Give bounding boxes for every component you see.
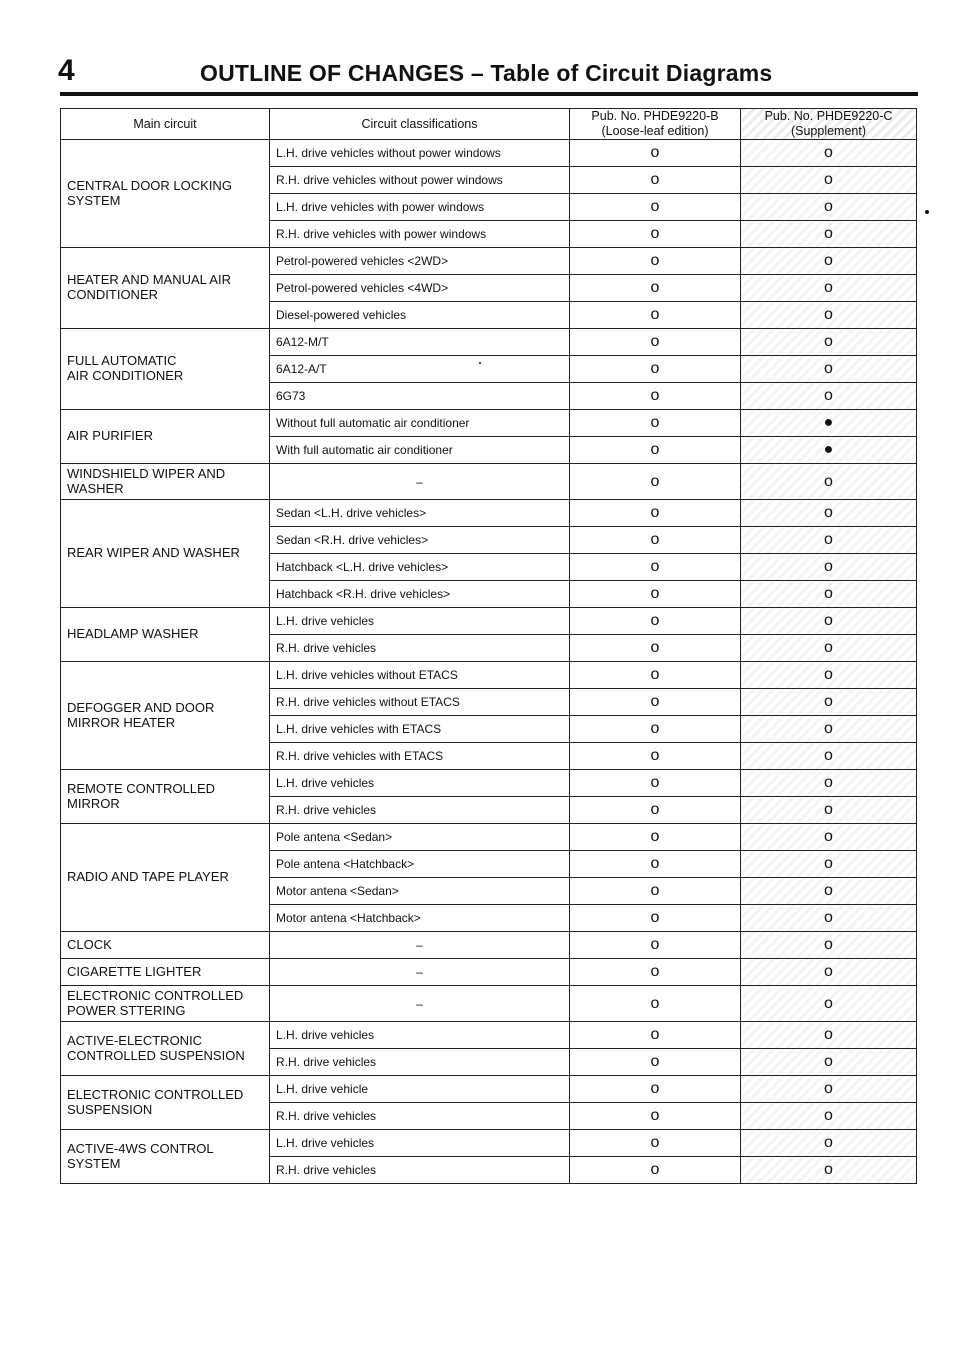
pub-b-mark: o xyxy=(570,248,741,275)
page-title: OUTLINE OF CHANGES – Table of Circuit Diagrams xyxy=(200,60,773,86)
table-row xyxy=(61,662,917,689)
margin-dot xyxy=(925,210,929,214)
pub-c-mark: o xyxy=(741,500,917,527)
table-row xyxy=(61,770,917,797)
pub-b-mark: o xyxy=(570,797,741,824)
table-row xyxy=(61,1022,917,1049)
classification-cell: L.H. drive vehicle xyxy=(270,1076,570,1103)
pub-c-mark: o xyxy=(741,167,917,194)
pub-c-mark: o xyxy=(741,770,917,797)
pub-c-mark: o xyxy=(741,878,917,905)
pub-c-mark: o xyxy=(741,140,917,167)
pub-b-mark: o xyxy=(570,194,741,221)
main-circuit-cell: FULL AUTOMATIC AIR CONDITIONER xyxy=(61,329,270,410)
classification-cell: Pole antena <Sedan> xyxy=(270,824,570,851)
classification-cell: R.H. drive vehicles xyxy=(270,1157,570,1184)
pub-b-mark: o xyxy=(570,932,741,959)
table-row xyxy=(61,410,917,437)
main-circuit-cell: ACTIVE-ELECTRONIC CONTROLLED SUSPENSION xyxy=(61,1022,270,1076)
classification-cell: L.H. drive vehicles xyxy=(270,770,570,797)
classification-cell: – xyxy=(270,464,570,500)
main-circuit-cell: DEFOGGER AND DOOR MIRROR HEATER xyxy=(61,662,270,770)
page-number: 4 xyxy=(58,54,75,87)
pub-c-mark: o xyxy=(741,959,917,986)
classification-cell: R.H. drive vehicles with power windows xyxy=(270,221,570,248)
main-circuit-cell: ELECTRONIC CONTROLLED SUSPENSION xyxy=(61,1076,270,1130)
classification-cell: R.H. drive vehicles without ETACS xyxy=(270,689,570,716)
pub-b-mark: o xyxy=(570,554,741,581)
pub-c-mark: o xyxy=(741,662,917,689)
table-row xyxy=(61,932,917,959)
classification-cell: Sedan <R.H. drive vehicles> xyxy=(270,527,570,554)
classification-cell: Sedan <L.H. drive vehicles> xyxy=(270,500,570,527)
header-rule xyxy=(60,92,918,96)
main-circuit-cell: REMOTE CONTROLLED MIRROR xyxy=(61,770,270,824)
table-row xyxy=(61,500,917,527)
table-row xyxy=(61,1076,917,1103)
pub-c-mark: o xyxy=(741,1130,917,1157)
pub-b-mark: o xyxy=(570,140,741,167)
pub-b-mark: o xyxy=(570,608,741,635)
table-row xyxy=(61,248,917,275)
classification-cell: L.H. drive vehicles xyxy=(270,1022,570,1049)
classification-cell: – xyxy=(270,932,570,959)
classification-cell: Hatchback <R.H. drive vehicles> xyxy=(270,581,570,608)
main-circuit-cell: REAR WIPER AND WASHER xyxy=(61,500,270,608)
pub-c-mark: o xyxy=(741,221,917,248)
pub-b-mark: o xyxy=(570,878,741,905)
pub-b-mark: o xyxy=(570,356,741,383)
pub-c-mark: o xyxy=(741,302,917,329)
pub-c-mark: o xyxy=(741,824,917,851)
main-circuit-cell: HEATER AND MANUAL AIR CONDITIONER xyxy=(61,248,270,329)
pub-c-mark: o xyxy=(741,1076,917,1103)
pub-b-mark: o xyxy=(570,500,741,527)
pub-c-mark: o xyxy=(741,464,917,500)
pub-c-mark: o xyxy=(741,797,917,824)
pub-b-mark: o xyxy=(570,1076,741,1103)
table-row xyxy=(61,1130,917,1157)
pub-b-mark: o xyxy=(570,383,741,410)
pub-c-mark: o xyxy=(741,716,917,743)
pub-c-mark: o xyxy=(741,581,917,608)
classification-cell: R.H. drive vehicles xyxy=(270,1103,570,1130)
classification-cell: Motor antena <Sedan> xyxy=(270,878,570,905)
pub-b-mark: o xyxy=(570,302,741,329)
classification-cell: Without full automatic air conditioner xyxy=(270,410,570,437)
main-circuit-cell: AIR PURIFIER xyxy=(61,410,270,464)
pub-c-mark: o xyxy=(741,905,917,932)
pub-c-mark: o xyxy=(741,1103,917,1130)
pub-c-mark: o xyxy=(741,194,917,221)
classification-cell: 6G73 xyxy=(270,383,570,410)
pub-b-mark: o xyxy=(570,743,741,770)
header-main-circuit: Main circuit xyxy=(61,109,270,140)
main-circuit-cell: ELECTRONIC CONTROLLED POWER STTERING xyxy=(61,986,270,1022)
pub-c-mark: ● xyxy=(741,410,917,437)
circuit-diagram-table xyxy=(60,108,917,1184)
classification-cell: R.H. drive vehicles xyxy=(270,635,570,662)
pub-b-mark: o xyxy=(570,1022,741,1049)
pub-c-mark: o xyxy=(741,743,917,770)
classification-cell: R.H. drive vehicles xyxy=(270,1049,570,1076)
classification-cell: L.H. drive vehicles without ETACS xyxy=(270,662,570,689)
header-pub-b: Pub. No. PHDE9220-B (Loose-leaf edition) xyxy=(570,109,741,140)
main-circuit-cell: CIGARETTE LIGHTER xyxy=(61,959,270,986)
pub-b-mark: o xyxy=(570,275,741,302)
classification-cell: – xyxy=(270,959,570,986)
pub-b-mark: o xyxy=(570,410,741,437)
table-body xyxy=(61,140,917,1184)
pub-b-mark: o xyxy=(570,959,741,986)
classification-cell: Petrol-powered vehicles <4WD> xyxy=(270,275,570,302)
pub-b-mark: o xyxy=(570,1103,741,1130)
pub-c-mark: ● xyxy=(741,437,917,464)
main-circuit-cell: CLOCK xyxy=(61,932,270,959)
header-circuit-classifications: Circuit classifications xyxy=(270,109,570,140)
pub-c-mark: o xyxy=(741,248,917,275)
table-row xyxy=(61,824,917,851)
classification-cell: L.H. drive vehicles with power windows xyxy=(270,194,570,221)
pub-c-mark: o xyxy=(741,608,917,635)
classification-cell: 6A12-M/T xyxy=(270,329,570,356)
pub-c-mark: o xyxy=(741,1157,917,1184)
pub-b-mark: o xyxy=(570,1157,741,1184)
pub-c-mark: o xyxy=(741,356,917,383)
pub-c-mark: o xyxy=(741,986,917,1022)
pub-b-mark: o xyxy=(570,167,741,194)
header-pub-c: Pub. No. PHDE9220-C (Supplement) xyxy=(741,109,917,140)
main-circuit-cell: CENTRAL DOOR LOCKING SYSTEM xyxy=(61,140,270,248)
main-circuit-cell: HEADLAMP WASHER xyxy=(61,608,270,662)
classification-cell: L.H. drive vehicles xyxy=(270,1130,570,1157)
pub-b-mark: o xyxy=(570,986,741,1022)
pub-b-mark: o xyxy=(570,1049,741,1076)
pub-b-mark: o xyxy=(570,221,741,248)
table-row xyxy=(61,608,917,635)
classification-cell: R.H. drive vehicles with ETACS xyxy=(270,743,570,770)
classification-cell: Pole antena <Hatchback> xyxy=(270,851,570,878)
pub-c-mark: o xyxy=(741,689,917,716)
classification-cell: L.H. drive vehicles without power windows xyxy=(270,140,570,167)
pub-c-mark: o xyxy=(741,554,917,581)
pub-b-mark: o xyxy=(570,329,741,356)
main-circuit-cell: ACTIVE-4WS CONTROL SYSTEM xyxy=(61,1130,270,1184)
pub-b-mark: o xyxy=(570,635,741,662)
table-row xyxy=(61,959,917,986)
classification-cell: Petrol-powered vehicles <2WD> xyxy=(270,248,570,275)
pub-b-mark: o xyxy=(570,581,741,608)
pub-c-mark: o xyxy=(741,635,917,662)
pub-b-mark: o xyxy=(570,1130,741,1157)
main-circuit-cell: RADIO AND TAPE PLAYER xyxy=(61,824,270,932)
pub-b-mark: o xyxy=(570,662,741,689)
pub-c-mark: o xyxy=(741,329,917,356)
pub-b-mark: o xyxy=(570,437,741,464)
classification-cell: R.H. drive vehicles without power windows xyxy=(270,167,570,194)
pub-c-mark: o xyxy=(741,275,917,302)
classification-cell: L.H. drive vehicles with ETACS xyxy=(270,716,570,743)
classification-cell: Motor antena <Hatchback> xyxy=(270,905,570,932)
pub-c-mark: o xyxy=(741,1049,917,1076)
pub-c-mark: o xyxy=(741,851,917,878)
table-header-row xyxy=(61,109,917,140)
classification-cell: R.H. drive vehicles xyxy=(270,797,570,824)
classification-cell: L.H. drive vehicles xyxy=(270,608,570,635)
pub-b-mark: o xyxy=(570,851,741,878)
pub-c-mark: o xyxy=(741,383,917,410)
classification-cell: – xyxy=(270,986,570,1022)
pub-b-mark: o xyxy=(570,770,741,797)
table-row xyxy=(61,986,917,1022)
pub-b-mark: o xyxy=(570,527,741,554)
pub-b-mark: o xyxy=(570,464,741,500)
table-row xyxy=(61,464,917,500)
table-row xyxy=(61,329,917,356)
pub-c-mark: o xyxy=(741,527,917,554)
classification-cell: Hatchback <L.H. drive vehicles> xyxy=(270,554,570,581)
table-row xyxy=(61,140,917,167)
pub-b-mark: o xyxy=(570,689,741,716)
pub-b-mark: o xyxy=(570,716,741,743)
pub-b-mark: o xyxy=(570,824,741,851)
pub-b-mark: o xyxy=(570,905,741,932)
pub-c-mark: o xyxy=(741,932,917,959)
classification-cell: Diesel-powered vehicles xyxy=(270,302,570,329)
classification-cell: 6A12-A/T xyxy=(270,356,570,383)
main-circuit-cell: WINDSHIELD WIPER AND WASHER xyxy=(61,464,270,500)
classification-cell: With full automatic air conditioner xyxy=(270,437,570,464)
pub-c-mark: o xyxy=(741,1022,917,1049)
